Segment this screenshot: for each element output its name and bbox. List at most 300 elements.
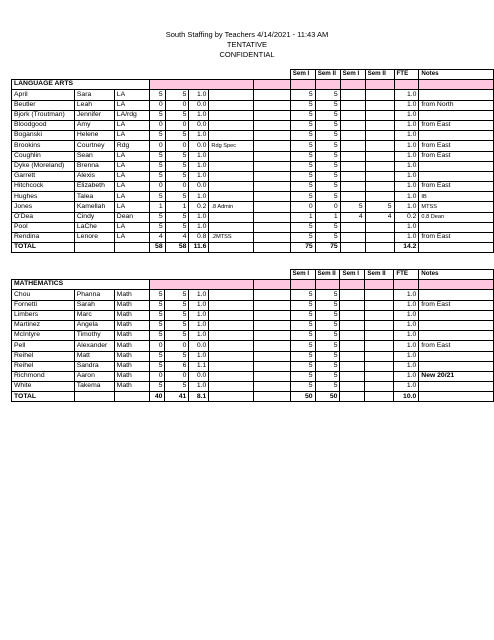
fte-current: 1.0: [189, 310, 209, 320]
total-v3: 8.1: [189, 392, 209, 402]
proposed-sem1: 5: [290, 90, 315, 100]
proposed-sem2: 5: [315, 351, 340, 361]
assignment-note: [209, 300, 254, 310]
staff-notes: [419, 222, 494, 232]
assignment-note: [209, 371, 254, 381]
col-sem2-b: Sem II: [365, 70, 394, 80]
staff-notes: IB: [419, 192, 494, 202]
proposed-sem1: 5: [290, 233, 315, 243]
fte-current: 1.0: [189, 331, 209, 341]
staff-first-name: Aaron: [74, 371, 114, 381]
staff-first-name: Courtney: [74, 141, 114, 151]
staff-first-name: Sean: [74, 151, 114, 161]
staff-department: Math: [114, 341, 149, 351]
staff-first-name: Angela: [74, 320, 114, 330]
fte-current: 1.1: [189, 361, 209, 371]
assignment-note: [209, 331, 254, 341]
spacer-cell: [253, 341, 290, 351]
staff-first-name: Helene: [74, 131, 114, 141]
sections-sem1: 5: [149, 161, 165, 171]
fte-current: 0.0: [189, 141, 209, 151]
sections-sem1: 5: [149, 90, 165, 100]
assignment-note: Rdg Spec: [209, 141, 254, 151]
proposed-sem2: 5: [315, 192, 340, 202]
staff-first-name: Sandra: [74, 361, 114, 371]
staff-last-name: Chou: [12, 290, 75, 300]
proposed-sem1-b: 4: [340, 212, 365, 222]
proposed-sem1: 5: [290, 110, 315, 120]
proposed-fte: 1.0: [394, 320, 419, 330]
staff-row: [12, 351, 494, 361]
fte-current: 1.0: [189, 351, 209, 361]
staff-department: Math: [114, 300, 149, 310]
spacer-cell: [254, 141, 291, 151]
staff-notes: [419, 161, 494, 171]
staff-notes: from East: [419, 341, 494, 351]
staff-first-name: Alexis: [74, 171, 114, 181]
total-row: [12, 243, 494, 253]
proposed-sem2: 5: [315, 382, 340, 392]
proposed-sem2: 5: [315, 161, 340, 171]
proposed-sem2: 5: [315, 120, 340, 130]
staff-first-name: Leah: [74, 100, 114, 110]
proposed-sem2-b: [365, 192, 394, 202]
staff-notes: New 20/21: [419, 371, 494, 381]
total-label: TOTAL: [12, 392, 75, 402]
assignment-note: .2MTSS: [209, 233, 254, 243]
proposed-sem1-b: [340, 361, 365, 371]
fte-current: 1.0: [189, 382, 209, 392]
spacer-cell: [254, 161, 291, 171]
spacer-cell: [253, 361, 290, 371]
proposed-sem1-b: [340, 182, 365, 192]
staff-first-name: Brenna: [74, 161, 114, 171]
sections-sem2: 0: [165, 341, 189, 351]
proposed-sem2: 5: [315, 110, 340, 120]
fte-current: 1.0: [189, 192, 209, 202]
proposed-fte: 1.0: [394, 351, 419, 361]
sections-sem1: 5: [149, 331, 165, 341]
staff-last-name: Reihel: [12, 351, 75, 361]
staff-notes: from East: [419, 233, 494, 243]
sections-sem2: 0: [165, 100, 189, 110]
total-v2: 58: [165, 243, 189, 253]
col-sem1: Sem I: [290, 70, 315, 80]
proposed-sem2-b: [365, 182, 394, 192]
report-title: South Staffing by Teachers 4/14/2021 - 11:43 AM: [165, 30, 329, 39]
staff-row: [12, 310, 494, 320]
proposed-fte: 1.0: [394, 310, 419, 320]
assignment-note: [209, 212, 254, 222]
staff-row: [12, 192, 494, 202]
proposed-fte: 1.0: [394, 141, 419, 151]
staff-row: [12, 141, 494, 151]
staff-department: LA: [114, 90, 149, 100]
confidential-label: CONFIDENTIAL: [219, 50, 275, 59]
sections-sem1: 5: [149, 351, 165, 361]
assignment-note: [209, 290, 254, 300]
staff-row: [12, 161, 494, 171]
proposed-sem2-b: [365, 161, 394, 171]
staff-row: [12, 182, 494, 192]
sections-sem2: 5: [165, 310, 189, 320]
fte-current: 1.0: [189, 300, 209, 310]
staff-department: LA: [114, 233, 149, 243]
fte-current: 1.0: [189, 110, 209, 120]
sections-sem1: 0: [149, 182, 165, 192]
proposed-sem1-b: [340, 131, 365, 141]
total-fte: 14.2: [394, 243, 419, 253]
spacer-cell: [253, 310, 290, 320]
fte-current: 1.0: [189, 222, 209, 232]
staff-first-name: Phanna: [74, 290, 114, 300]
staff-department: Math: [114, 382, 149, 392]
staff-first-name: Sara: [74, 90, 114, 100]
assignment-note: [209, 310, 254, 320]
proposed-fte: 1.0: [394, 151, 419, 161]
proposed-fte: 1.0: [394, 300, 419, 310]
staff-row: [12, 171, 494, 181]
proposed-fte: 1.0: [394, 100, 419, 110]
fte-current: 1.0: [189, 90, 209, 100]
col-notes: Notes: [419, 70, 494, 80]
proposed-sem2: 5: [315, 320, 340, 330]
spacer-cell: [253, 290, 290, 300]
sections-sem2: 0: [165, 371, 189, 381]
staff-row: [12, 202, 494, 212]
staff-row: [12, 320, 494, 330]
staff-notes: 0.8 Dean: [419, 212, 494, 222]
col-sem1-b: Sem I: [340, 70, 365, 80]
proposed-sem1-b: [340, 290, 365, 300]
staff-first-name: Matt: [74, 351, 114, 361]
staff-notes: [419, 361, 494, 371]
fte-current: 1.0: [189, 212, 209, 222]
staff-first-name: Amy: [74, 120, 114, 130]
proposed-fte: 1.0: [394, 290, 419, 300]
spacer-cell: [254, 202, 291, 212]
proposed-fte: 1.0: [394, 233, 419, 243]
proposed-fte: 1.0: [394, 182, 419, 192]
proposed-fte: 1.0: [394, 131, 419, 141]
staff-department: Dean: [114, 212, 149, 222]
sections-sem1: 5: [149, 361, 165, 371]
staff-row: [12, 290, 494, 300]
fte-current: 0.0: [189, 371, 209, 381]
staff-last-name: Pool: [12, 222, 75, 232]
col-fte: FTE: [394, 70, 419, 80]
staff-department: Math: [114, 320, 149, 330]
proposed-sem1-b: [340, 233, 365, 243]
proposed-sem2: 5: [315, 361, 340, 371]
proposed-sem2: 0: [315, 202, 340, 212]
spacer-cell: [254, 131, 291, 141]
sections-sem2: 1: [165, 202, 189, 212]
total-row: [12, 392, 494, 402]
tentative-label: TENTATIVE: [226, 40, 268, 49]
assignment-note: [209, 131, 254, 141]
staff-last-name: Bjork (Troutman): [12, 110, 75, 120]
staff-department: LA/rdg: [114, 110, 149, 120]
staff-department: LA: [114, 222, 149, 232]
staff-notes: from North: [419, 100, 494, 110]
proposed-sem1: 5: [290, 192, 315, 202]
proposed-sem1: 5: [290, 310, 315, 320]
proposed-sem2: 5: [315, 341, 340, 351]
staff-department: LA: [114, 131, 149, 141]
proposed-sem1-b: [340, 351, 365, 361]
proposed-sem1-b: [340, 222, 365, 232]
sections-sem1: 5: [149, 222, 165, 232]
staff-first-name: Alexander: [74, 341, 114, 351]
staff-first-name: Takema: [74, 382, 114, 392]
staff-row: [12, 300, 494, 310]
staff-last-name: Richmond: [12, 371, 75, 381]
spacer-cell: [254, 233, 291, 243]
proposed-sem1: 5: [290, 371, 315, 381]
sections-sem1: 0: [149, 120, 165, 130]
fte-current: 0.0: [189, 100, 209, 110]
proposed-sem2: 5: [315, 100, 340, 110]
spacer-cell: [254, 171, 291, 181]
proposed-sem2: 5: [315, 222, 340, 232]
proposed-fte: 1.0: [394, 110, 419, 120]
staff-notes: MTSS: [419, 202, 494, 212]
proposed-sem2: 5: [315, 300, 340, 310]
staff-last-name: Martinez: [12, 320, 75, 330]
staff-department: LA: [114, 120, 149, 130]
staff-last-name: Fornetti: [12, 300, 75, 310]
proposed-sem2-b: 5: [365, 202, 394, 212]
staff-first-name: Marc: [74, 310, 114, 320]
staff-department: LA: [114, 182, 149, 192]
assignment-note: [209, 120, 254, 130]
proposed-sem2: 5: [315, 290, 340, 300]
col-notes: Notes: [419, 270, 494, 280]
sections-sem1: 5: [149, 310, 165, 320]
proposed-sem1-b: [340, 310, 365, 320]
sections-sem1: 0: [149, 341, 165, 351]
sections-sem2: 5: [165, 300, 189, 310]
spacer-cell: [253, 320, 290, 330]
staff-row: [12, 341, 494, 351]
proposed-sem2-b: [365, 171, 394, 181]
spacer-cell: [254, 182, 291, 192]
proposed-sem2: 5: [315, 182, 340, 192]
col-sem2: Sem II: [315, 270, 340, 280]
section-title: MATHEMATICS: [12, 280, 150, 290]
staff-department: Math: [114, 310, 149, 320]
staff-row: [12, 361, 494, 371]
fte-current: 1.0: [189, 171, 209, 181]
proposed-fte: 1.0: [394, 202, 419, 212]
proposed-sem2-b: [365, 131, 394, 141]
fte-current: 0.8: [189, 233, 209, 243]
proposed-sem2: 5: [315, 371, 340, 381]
sections-sem1: 1: [149, 202, 165, 212]
col-fte: FTE: [394, 270, 419, 280]
staff-first-name: Kamellah: [74, 202, 114, 212]
col-sem2-b: Sem II: [365, 270, 394, 280]
staff-row: [12, 131, 494, 141]
proposed-sem2-b: [365, 110, 394, 120]
staff-notes: [419, 351, 494, 361]
proposed-fte: 1.0: [394, 371, 419, 381]
sections-sem2: 5: [165, 171, 189, 181]
staff-first-name: Elizabeth: [74, 182, 114, 192]
language-arts-table: [11, 69, 494, 253]
proposed-sem2-b: [365, 90, 394, 100]
proposed-sem1-b: [340, 100, 365, 110]
assignment-note: [209, 222, 254, 232]
staff-last-name: Bloodgood: [12, 120, 75, 130]
fte-current: 1.0: [189, 161, 209, 171]
proposed-sem1: 5: [290, 161, 315, 171]
proposed-sem1: 1: [290, 212, 315, 222]
spacer-cell: [253, 371, 290, 381]
proposed-sem1: 5: [290, 120, 315, 130]
staff-row: [12, 371, 494, 381]
spacer-cell: [254, 212, 291, 222]
assignment-note: [209, 90, 254, 100]
proposed-sem1-b: [340, 371, 365, 381]
proposed-sem2: 5: [315, 310, 340, 320]
sections-sem2: 5: [165, 290, 189, 300]
proposed-sem1-b: [340, 151, 365, 161]
total-s1: 75: [290, 243, 315, 253]
staff-notes: [419, 331, 494, 341]
proposed-sem1: 5: [290, 131, 315, 141]
staff-notes: [419, 290, 494, 300]
proposed-sem2-b: [365, 310, 394, 320]
assignment-note: [209, 361, 254, 371]
sections-sem2: 5: [165, 192, 189, 202]
staff-department: Rdg: [114, 141, 149, 151]
assignment-note: [209, 110, 254, 120]
staff-first-name: Timothy: [74, 331, 114, 341]
proposed-sem2-b: 4: [365, 212, 394, 222]
proposed-sem2-b: [365, 371, 394, 381]
proposed-fte: 0.2: [394, 212, 419, 222]
proposed-sem1-b: [340, 141, 365, 151]
proposed-sem1: 0: [290, 202, 315, 212]
proposed-sem2: 5: [315, 90, 340, 100]
proposed-sem2-b: [365, 320, 394, 330]
staff-notes: [419, 382, 494, 392]
staff-last-name: Limbers: [12, 310, 75, 320]
sections-sem1: 5: [149, 171, 165, 181]
col-sem1-b: Sem I: [340, 270, 365, 280]
sections-sem1: 5: [149, 192, 165, 202]
proposed-sem1: 5: [290, 331, 315, 341]
staff-department: LA: [114, 151, 149, 161]
staff-notes: [419, 110, 494, 120]
proposed-sem1-b: [340, 171, 365, 181]
spacer-cell: [253, 351, 290, 361]
spacer-cell: [254, 151, 291, 161]
staff-department: Math: [114, 351, 149, 361]
spacer-cell: [254, 100, 291, 110]
staff-notes: from East: [419, 300, 494, 310]
proposed-sem1-b: [340, 161, 365, 171]
sections-sem1: 5: [149, 212, 165, 222]
proposed-fte: 1.0: [394, 341, 419, 351]
sections-sem1: 5: [149, 151, 165, 161]
proposed-sem2: 5: [315, 131, 340, 141]
staff-notes: from East: [419, 151, 494, 161]
staff-department: Math: [114, 371, 149, 381]
fte-current: 1.0: [189, 290, 209, 300]
proposed-sem1: 5: [290, 222, 315, 232]
staff-first-name: Cindy: [74, 212, 114, 222]
col-sem2: Sem II: [315, 70, 340, 80]
sections-sem1: 0: [149, 141, 165, 151]
staff-last-name: Hitchcock: [12, 182, 75, 192]
staff-first-name: Sarah: [74, 300, 114, 310]
section-header-row: [12, 80, 494, 90]
staff-department: LA: [114, 202, 149, 212]
proposed-sem2-b: [365, 141, 394, 151]
proposed-sem2: 5: [315, 331, 340, 341]
spacer-cell: [254, 90, 291, 100]
assignment-note: [209, 192, 254, 202]
staff-last-name: McIntyre: [12, 331, 75, 341]
fte-current: 0.0: [189, 182, 209, 192]
staff-last-name: Boganski: [12, 131, 75, 141]
staff-notes: [419, 131, 494, 141]
proposed-sem1-b: 5: [340, 202, 365, 212]
proposed-sem1-b: [340, 320, 365, 330]
sections-sem2: 5: [165, 351, 189, 361]
staff-notes: from East: [419, 182, 494, 192]
staff-notes: [419, 171, 494, 181]
fte-current: 1.0: [189, 151, 209, 161]
staff-department: LA: [114, 100, 149, 110]
total-s2: 75: [315, 243, 340, 253]
fte-current: 1.0: [189, 131, 209, 141]
sections-sem2: 0: [165, 120, 189, 130]
spacer-cell: [254, 222, 291, 232]
sections-sem1: 5: [149, 320, 165, 330]
proposed-sem2: 5: [315, 171, 340, 181]
proposed-sem2-b: [365, 290, 394, 300]
assignment-note: [209, 351, 254, 361]
sections-sem2: 5: [165, 131, 189, 141]
proposed-sem1: 5: [290, 361, 315, 371]
sections-sem1: 0: [149, 100, 165, 110]
staff-row: [12, 382, 494, 392]
proposed-sem1-b: [340, 120, 365, 130]
total-label: TOTAL: [12, 243, 75, 253]
proposed-sem2: 5: [315, 233, 340, 243]
staff-last-name: Beutler: [12, 100, 75, 110]
spacer-cell: [254, 192, 291, 202]
proposed-sem2: 5: [315, 141, 340, 151]
assignment-note: [209, 151, 254, 161]
total-v1: 58: [149, 243, 165, 253]
sections-sem2: 4: [165, 233, 189, 243]
proposed-fte: 1.0: [394, 90, 419, 100]
proposed-fte: 1.0: [394, 361, 419, 371]
staff-last-name: Rendina: [12, 233, 75, 243]
proposed-sem1: 5: [290, 351, 315, 361]
total-v3: 11.6: [189, 243, 209, 253]
assignment-note: [209, 382, 254, 392]
staff-notes: [419, 90, 494, 100]
staff-row: [12, 222, 494, 232]
staff-row: [12, 331, 494, 341]
proposed-sem1-b: [340, 382, 365, 392]
